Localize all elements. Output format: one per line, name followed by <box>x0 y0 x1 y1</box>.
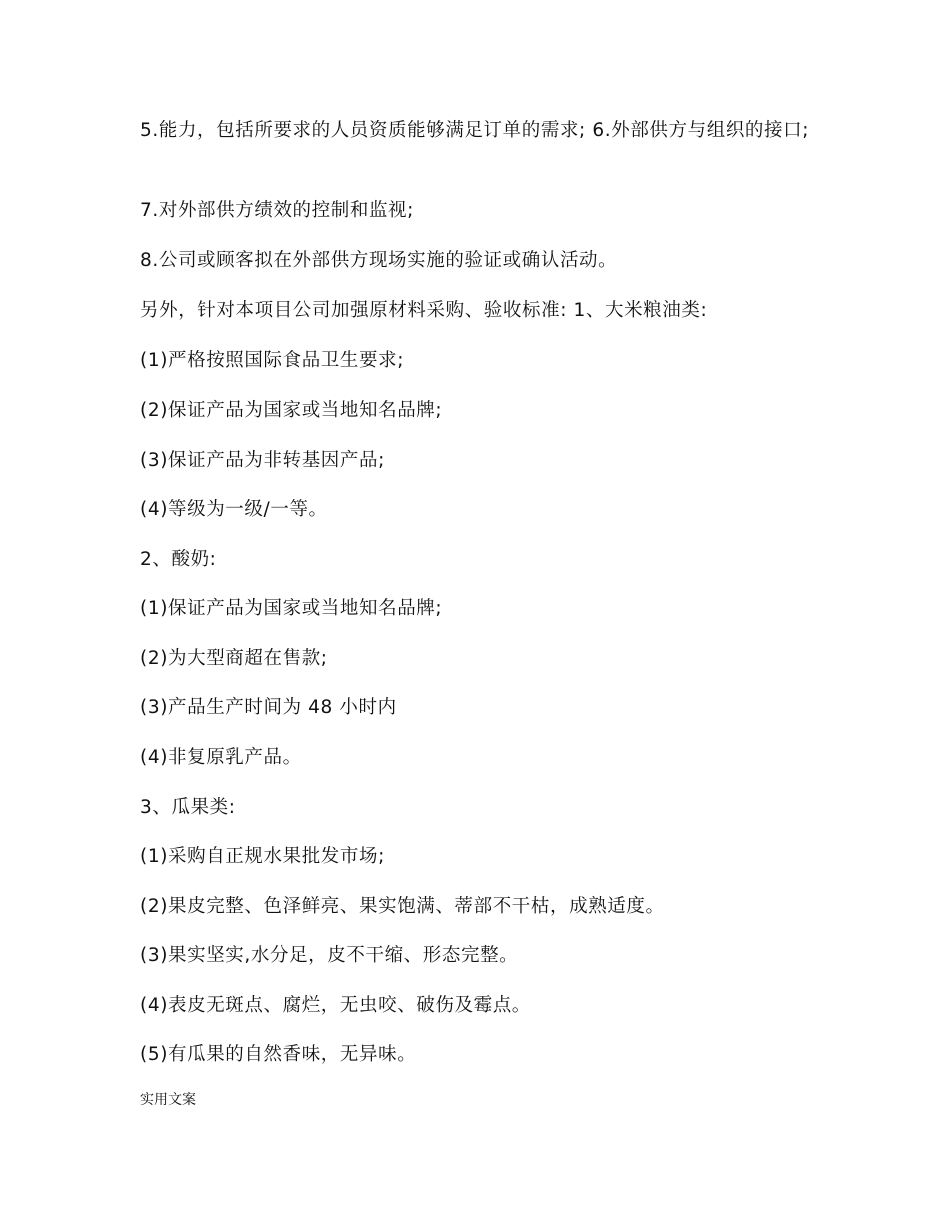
rice-oil-item-3: (3)保证产品为非转基因产品; <box>140 450 385 471</box>
yogurt-item-1: (1)保证产品为国家或当地知名品牌; <box>140 598 443 619</box>
yogurt-item-4: (4)非复原乳产品。 <box>140 747 302 768</box>
fruit-item-5: (5)有瓜果的自然香味，无异味。 <box>140 1044 417 1065</box>
page-footer: 实用文案 <box>140 1092 196 1108</box>
rice-oil-item-1: (1)严格按照国际食品卫生要求; <box>140 350 405 371</box>
section-heading-fruits: 3、瓜果类: <box>140 797 236 818</box>
fruit-item-2: (2)果皮完整、色泽鲜亮、果实饱满、蒂部不干枯，成熟适度。 <box>140 896 665 917</box>
fruit-item-4: (4)表皮无斑点、腐烂，无虫咬、破伤及霉点。 <box>140 995 531 1016</box>
yogurt-item-3: (3)产品生产时间为 48 小时内 <box>140 697 397 718</box>
yogurt-item-2: (2)为大型商超在售款; <box>140 648 328 669</box>
section-heading-yogurt: 2、酸奶: <box>140 549 217 570</box>
fruit-item-1: (1)采购自正规水果批发市场; <box>140 846 385 867</box>
fruit-item-3: (3)果实坚实,水分足，皮不干缩、形态完整。 <box>140 945 519 966</box>
rice-oil-item-4: (4)等级为一级/一等。 <box>140 499 328 520</box>
rice-oil-item-2: (2)保证产品为国家或当地知名品牌; <box>140 400 443 421</box>
paragraph-item-7: 7.对外部供方绩效的控制和监视; <box>140 200 414 221</box>
paragraph-item-8: 8.公司或顾客拟在外部供方现场实施的验证或确认活动。 <box>140 250 618 271</box>
paragraph-additional-standards: 另外，针对本项目公司加强原材料采购、验收标准: 1、大米粮油类: <box>140 300 708 321</box>
paragraph-item-5-6: 5.能力，包括所要求的人员资质能够满足订单的需求; 6.外部供方与组织的接口; <box>140 120 810 141</box>
